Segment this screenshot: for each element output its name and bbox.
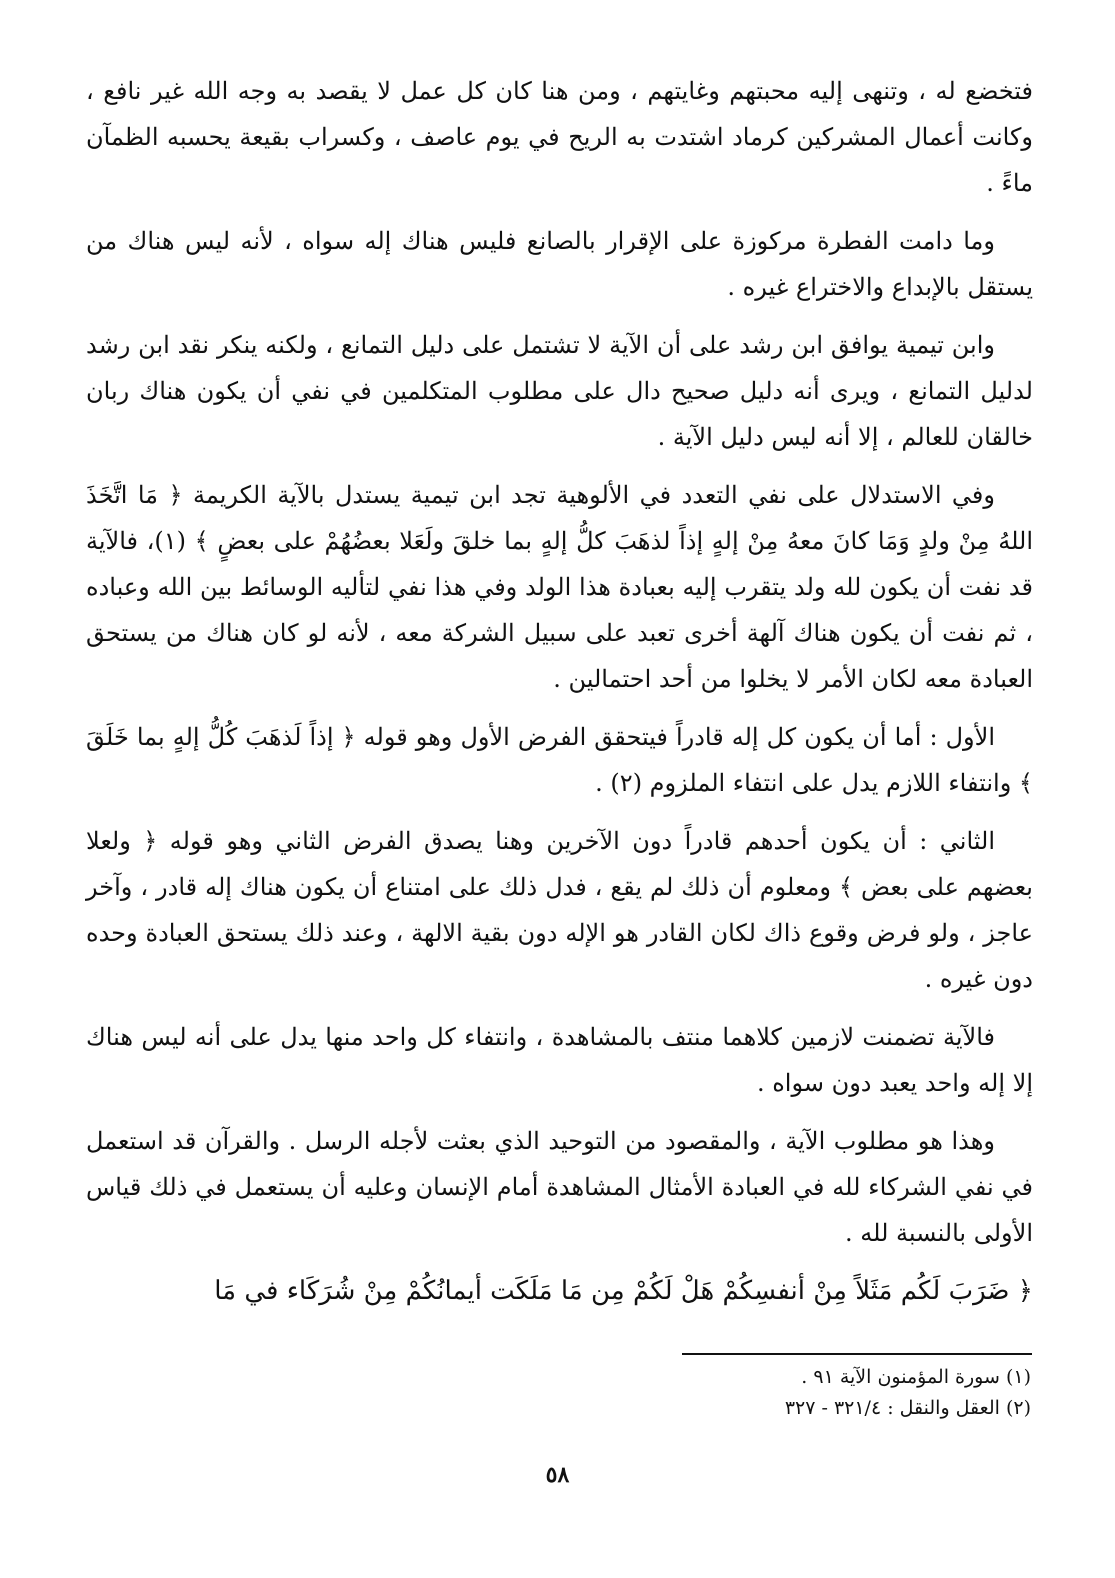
footnote-divider bbox=[682, 1353, 1032, 1355]
paragraph-2: وما دامت الفطرة مركوزة على الإقرار بالصانع فليس هناك إله سواه ، لأنه ليس هناك من يستقل بالإبداع والاختراع غيره . bbox=[86, 227, 1033, 301]
paragraph-6: الثاني : أن يكون أحدهم قادراً دون الآخرين وهنا يصدق الفرض الثاني وهو قوله ﴿ ولعلا بعضهم على بعض ﴾ ومعلوم أن ذلك لم يقع ، فدل ذلك على امتناع أن يكون هناك إله قادر ، وآخر عاجز ، ولو فرض وقوع ذاك لكان القادر هو الإله دون بقية الالهة ، وعند ذلك يستحق العبادة وحده دون غيره . bbox=[86, 827, 1033, 993]
paragraph-4: وفي الاستدلال على نفي التعدد في الألوهية تجد ابن تيمية يستدل بالآية الكريمة ﴿ مَا اتَّخَذَ اللهُ مِنْ ولدٍ وَمَا كانَ معهُ مِنْ إلهٍ إذاً لذهَبَ كلُّ إلهٍ بما خلقَ ولَعَلا بعضُهُمْ على بعضٍ ﴾ (١)، فالآية قد نفت أن يكون لله ولد يتقرب إليه بعبادة هذا الولد وفي هذا نفي لتأليه الوسائط بين الله وعباده ، ثم نفت أن يكون هناك آلهة أخرى تعبد على سبيل الشركة معه ، لأنه لو كان هناك من يستحق العبادة معه لكان الأمر لا يخلوا من أحد احتمالين . bbox=[86, 481, 1033, 693]
footnotes bbox=[431, 1362, 1031, 1424]
quran-quote-line: ﴿ ضَرَبَ لَكُم مَثَلاً مِنْ أنفسِكُمْ هَلْ لَكُمْ مِن مَا مَلَكَت أيمانُكُمْ مِنْ شُرَكَاء في مَا bbox=[214, 1276, 1033, 1306]
paragraph-1: فتخضع له ، وتنهى إليه محبتهم وغايتهم ، ومن هنا كان كل عمل لا يقصد به وجه الله غير نافع ، وكانت أعمال المشركين كرماد اشتدت به الريح في يوم عاصف ، وكسراب بقيعة يحسبه الظمآن ماءً . bbox=[86, 77, 1033, 197]
page-number: ٥٨ bbox=[545, 1462, 570, 1488]
paragraph-7: فالآية تضمنت لازمين كلاهما منتف بالمشاهدة ، وانتفاء كل واحد منها يدل على أنه ليس هناك إلا إله واحد يعبد دون سواه . bbox=[86, 1023, 1033, 1097]
main-text bbox=[86, 68, 1033, 1326]
paragraph-3: وابن تيمية يوافق ابن رشد على أن الآية لا تشتمل على دليل التمانع ، ولكنه ينكر نقد ابن رشد لدليل التمانع ، ويرى أنه دليل صحيح دال على مطلوب المتكلمين في نفي أن يكون هناك ربان خالقان للعالم ، إلا أنه ليس دليل الآية . bbox=[86, 331, 1033, 451]
footnote-1: (١) سورة المؤمنون الآية ٩١ . bbox=[801, 1366, 1031, 1388]
paragraph-8: وهذا هو مطلوب الآية ، والمقصود من التوحيد الذي بعثت لأجله الرسل . والقرآن قد استعمل في نفي الشركاء لله في العبادة الأمثال المشاهدة أمام الإنسان وعليه أن يستعمل في ذلك قياس الأولى بالنسبة لله . bbox=[86, 1127, 1033, 1247]
footnote-2: (٢) العقل والنقل : ٣٢١/٤ - ٣٢٧ bbox=[784, 1397, 1031, 1419]
paragraph-5: الأول : أما أن يكون كل إله قادراً فيتحقق الفرض الأول وهو قوله ﴿ إذاً لَذهَبَ كُلُّ إلهٍ بما خَلَقَ ﴾ وانتفاء اللازم يدل على انتفاء الملزوم (٢) . bbox=[86, 723, 1033, 797]
